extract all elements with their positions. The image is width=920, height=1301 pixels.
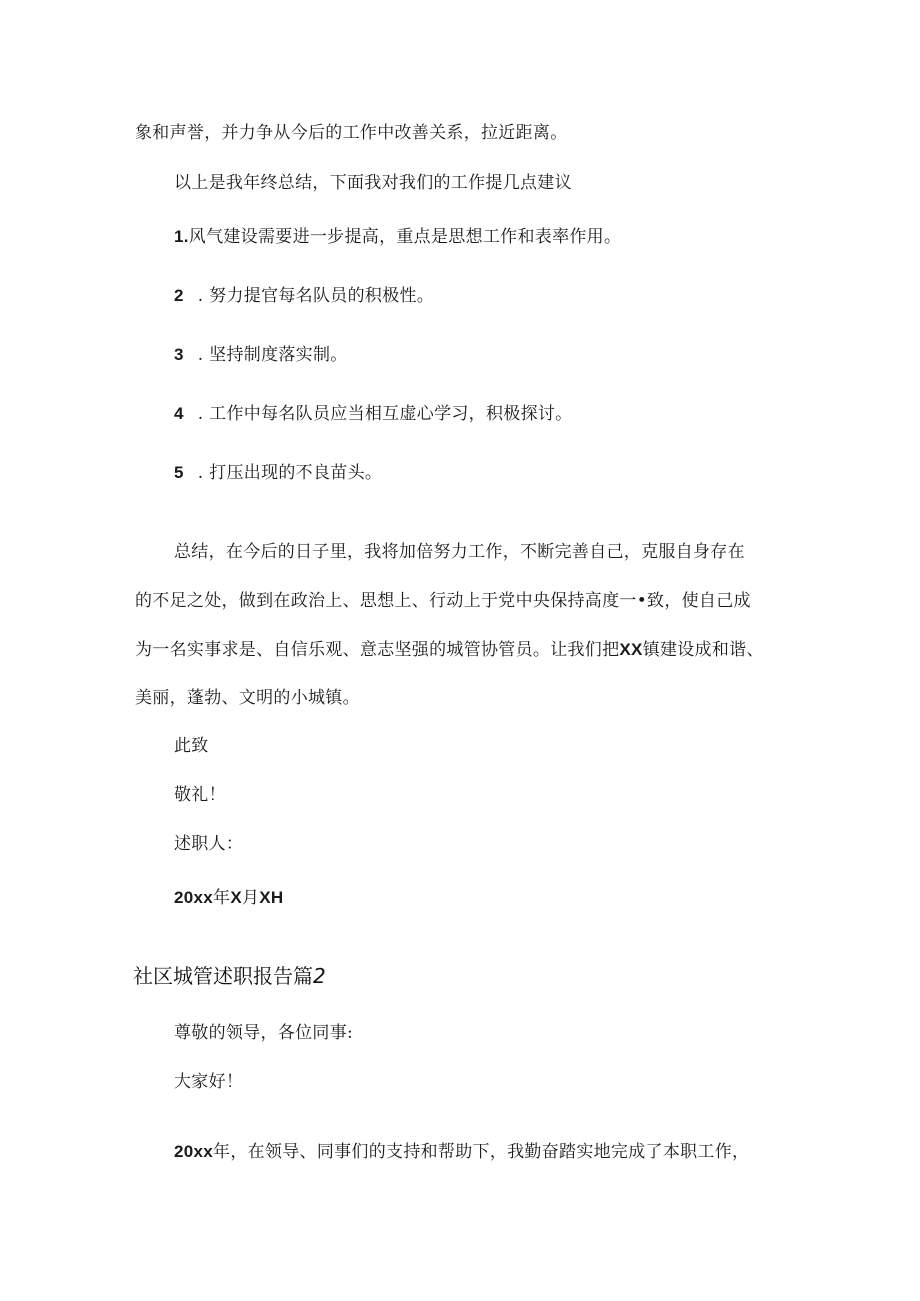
summary-line-1: 总结，在今后的日子里，我将加倍努力工作，不断完善自己，克服自身存在 bbox=[174, 542, 745, 562]
suggestion-item-4 bbox=[174, 402, 572, 426]
suggestion-text: . 坚持制度落实制。 bbox=[197, 345, 348, 365]
suggestion-text: . 打压出现的不良苗头。 bbox=[197, 463, 383, 483]
summary-line-3 bbox=[135, 638, 764, 662]
suggestion-item-5 bbox=[174, 461, 382, 485]
hello: 大家好！ bbox=[174, 1072, 244, 1092]
suggestion-item-2 bbox=[174, 284, 434, 308]
paragraph-continuation: 象和声誉，并力争从今后的工作中改善关系，拉近距离。 bbox=[135, 123, 568, 143]
suggestions-intro: 以上是我年终总结，下面我对我们的工作提几点建议 bbox=[174, 173, 572, 193]
suggestion-item-1 bbox=[174, 225, 621, 249]
suggestion-number: 4 bbox=[174, 404, 184, 423]
suggestion-number: 2 bbox=[174, 286, 184, 305]
suggestion-number: 1. bbox=[174, 227, 189, 246]
date-month-char: 月 bbox=[241, 888, 260, 908]
section-title bbox=[133, 963, 326, 989]
date-year-char: 年 bbox=[213, 888, 231, 908]
town-placeholder: XX bbox=[619, 640, 643, 659]
signer-label: 述职人： bbox=[174, 834, 244, 854]
suggestion-text: . 努力提官每名队员的积极性。 bbox=[197, 286, 435, 306]
suggestion-text: . 工作中每名队员应当相互虚心学习，积极探讨。 bbox=[197, 404, 573, 424]
summary-text: 为一名实事求是、自信乐观、意志坚强的城管协管员。让我们把 bbox=[135, 640, 620, 660]
suggestion-number: 5 bbox=[174, 463, 184, 482]
date-year: 20xx bbox=[174, 888, 214, 907]
intro-year: 20xx bbox=[174, 1142, 214, 1161]
closing-regards: 敬礼！ bbox=[174, 785, 226, 805]
summary-line-4: 美丽，蓬勃、文明的小城镇。 bbox=[135, 688, 360, 708]
report-date bbox=[174, 886, 284, 910]
greeting: 尊敬的领导，各位同事: bbox=[174, 1023, 354, 1043]
suggestion-number: 3 bbox=[174, 345, 184, 364]
date-day: XH bbox=[259, 888, 284, 907]
section-title-text: 社区城管述职报告篇 bbox=[133, 964, 313, 988]
section-title-number: 2 bbox=[313, 964, 326, 988]
suggestion-item-3 bbox=[174, 343, 348, 367]
intro-text: 年，在领导、同事们的支持和帮助下，我勤奋踏实地完成了本职工作， bbox=[213, 1142, 750, 1162]
summary-text: 镇建设成和谐、 bbox=[642, 640, 764, 660]
closing-salutation: 此致 bbox=[174, 736, 209, 756]
intro-line bbox=[174, 1140, 749, 1164]
date-month: X bbox=[230, 888, 242, 907]
suggestion-text: 风气建设需要进一步提高，重点是思想工作和表率作用。 bbox=[188, 227, 622, 247]
summary-line-2: 的不足之处，做到在政治上、思想上、行动上于党中央保持高度一•致，使自己成 bbox=[135, 591, 751, 611]
